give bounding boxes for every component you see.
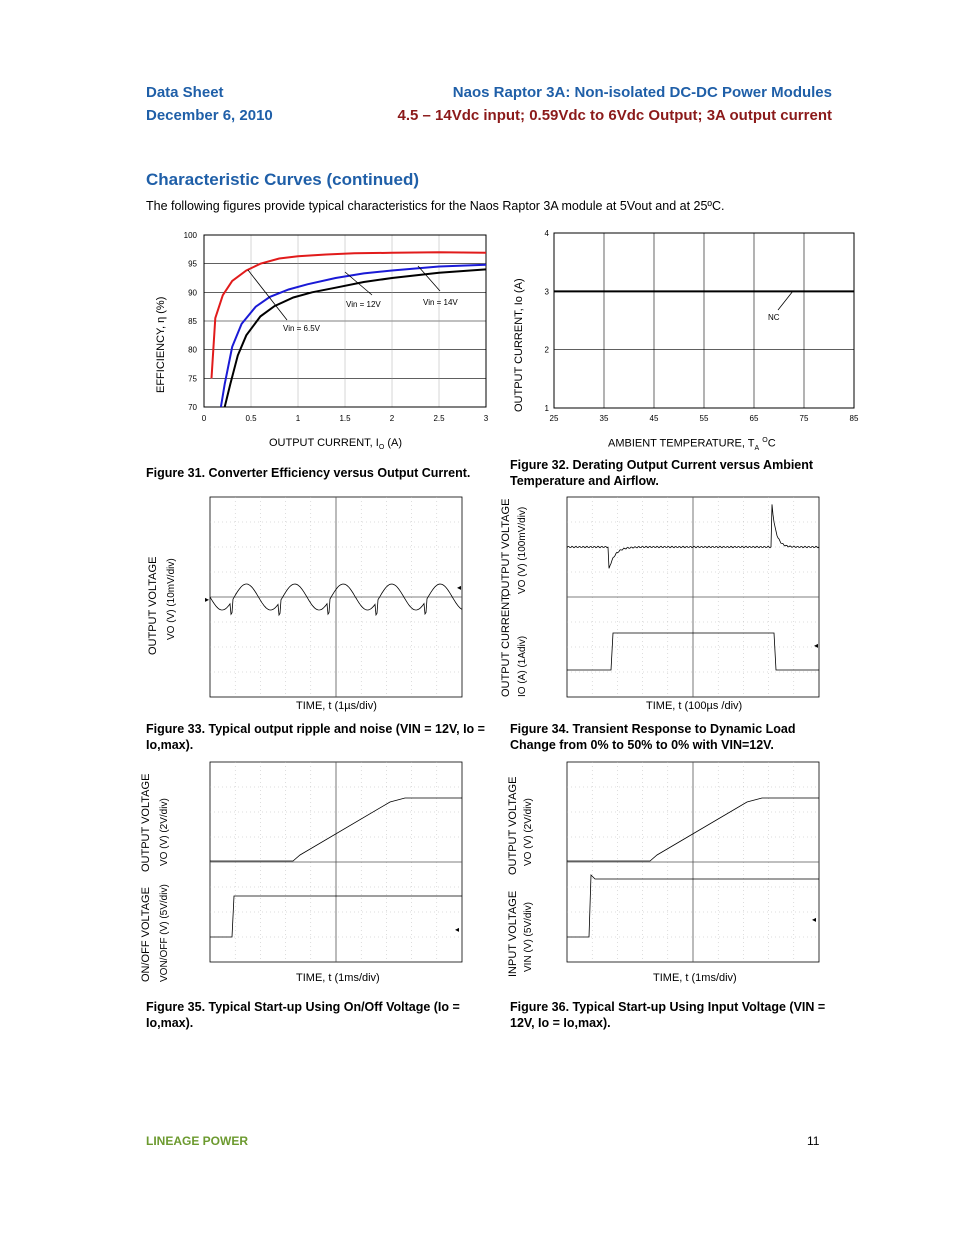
fig31-series-line-0 (212, 252, 487, 378)
fig31-leader-12v (345, 272, 372, 295)
fig31-leader-6v5 (248, 270, 287, 320)
intro-paragraph: The following figures provide typical characteristics for the Naos Raptor 3A module at 5Vout and at 25ºC. (146, 199, 725, 213)
fig33-caption: Figure 33. Typical output ripple and noise (VIN = 12V, Io = Io,max). (146, 722, 485, 752)
fig36-marker-right: ◂ (812, 915, 817, 924)
fig34-y-label-top-1: OUTPUT VOLTAGE (500, 498, 512, 597)
fig34-marker-right: ◂ (814, 641, 819, 650)
fig35-y-label-bottom-2: VON/OFF (V) (5V/div) (159, 884, 170, 982)
fig32-x-tick: 75 (799, 414, 809, 423)
fig31-annotation-12v: Vin = 12V (346, 300, 381, 309)
fig31-leader-14v (418, 266, 440, 291)
fig31-x-tick: 3 (483, 414, 489, 423)
fig36-caption: Figure 36. Typical Start-up Using Input Voltage (VIN = 12V, Io = Io,max). (510, 1000, 826, 1030)
fig35-y-label-top-1: OUTPUT VOLTAGE (140, 773, 152, 872)
fig33-x-label: TIME, t (1µs/div) (296, 700, 377, 712)
fig31-y-label: EFFICIENCY, η (%) (155, 296, 167, 393)
fig32-y-tick: 2 (544, 345, 549, 355)
fig36-y-label-bottom-1: INPUT VOLTAGE (507, 890, 519, 977)
fig31-caption: Figure 31. Converter Efficiency versus Output Current. (146, 466, 471, 480)
fig33-ripple-scope (205, 492, 470, 702)
fig35-marker-right: ◂ (455, 925, 460, 934)
fig31-x-tick: 1.5 (339, 414, 351, 423)
fig32-y-tick: 4 (544, 229, 549, 238)
fig32-leader-nc (778, 291, 793, 310)
fig36-x-label: TIME, t (1ms/div) (653, 972, 737, 984)
fig31-x-tick: 2.5 (433, 414, 445, 423)
fig32-x-tick: 65 (749, 414, 759, 423)
fig35-startup-onoff-scope (205, 757, 470, 967)
header-product-title: Naos Raptor 3A: Non-isolated DC-DC Power Modules (452, 84, 832, 101)
header-product-spec: 4.5 – 14Vdc input; 0.59Vdc to 6Vdc Output; 3A output current (397, 107, 832, 124)
fig32-derating-chart (535, 225, 865, 430)
fig32-annotation-nc: NC (768, 313, 780, 322)
fig32-x-tick: 85 (849, 414, 859, 423)
fig35-x-label: TIME, t (1ms/div) (296, 972, 380, 984)
fig32-x-tick: 45 (649, 414, 659, 423)
fig34-y-label-bottom-1: OUTPUT CURRENT, (500, 593, 512, 697)
fig31-y-tick: 75 (188, 374, 197, 384)
fig32-y-label: OUTPUT CURRENT, Io (A) (513, 278, 525, 412)
fig31-y-tick: 80 (188, 345, 197, 355)
fig34-x-label: TIME, t (100µs /div) (646, 700, 743, 712)
fig36-startup-input-scope (562, 757, 827, 967)
fig31-y-tick: 85 (188, 317, 197, 326)
fig33-y-label-1: OUTPUT VOLTAGE (147, 556, 159, 655)
fig32-x-tick: 25 (549, 414, 559, 423)
fig35-caption: Figure 35. Typical Start-up Using On/Off Voltage (Io = Io,max). (146, 1000, 460, 1030)
fig34-y-label-bottom-2: IO (A) (1Adiv) (517, 635, 528, 697)
fig34-y-label-top-2: VO (V) (100mV/div) (517, 506, 528, 594)
fig35-y-label-top-2: VO (V) (2V/div) (159, 798, 170, 866)
header-doc-type: Data Sheet (146, 84, 224, 101)
fig33-marker-left: ▸ (205, 595, 210, 604)
fig32-x-tick: 35 (599, 414, 609, 423)
fig32-caption: Figure 32. Derating Output Current versus Ambient Temperature and Airflow. (510, 458, 814, 488)
fig31-x-tick: 1 (295, 414, 301, 423)
fig32-x-label: AMBIENT TEMPERATURE, $T_A$ $^O$C (608, 437, 776, 452)
fig31-x-tick: 2 (389, 414, 395, 423)
fig31-y-tick: 100 (183, 231, 197, 240)
fig34-caption: Figure 34. Transient Response to Dynamic Load Change from 0% to 50% to 0% with VIN=12V. (510, 722, 796, 752)
section-title: Characteristic Curves (continued) (146, 170, 420, 189)
fig31-x-tick: 0.5 (245, 414, 257, 423)
fig35-y-label-bottom-1: ON/OFF VOLTAGE (140, 887, 152, 982)
fig31-y-tick: 70 (188, 403, 197, 412)
fig31-efficiency-chart (150, 225, 495, 455)
fig32-y-tick: 3 (544, 287, 549, 297)
fig33-y-label-2: VO (V) (10mV/div) (166, 558, 177, 640)
header-date: December 6, 2010 (146, 107, 273, 124)
fig36-y-label-top-2: VO (V) (2V/div) (523, 798, 534, 866)
fig32-x-tick: 55 (699, 414, 709, 423)
fig36-y-label-bottom-2: VIN (V) (5V/div) (523, 901, 534, 972)
fig33-marker-right: ◂ (457, 583, 462, 592)
fig36-y-label-top-1: OUTPUT VOLTAGE (507, 776, 519, 875)
fig31-y-tick: 90 (188, 288, 197, 298)
fig31-x-tick: 0 (201, 414, 207, 423)
footer-page-number: 11 (807, 1134, 820, 1148)
fig31-x-label: OUTPUT CURRENT, $I_O$ (A) (269, 437, 402, 452)
fig31-y-tick: 95 (188, 259, 197, 269)
fig31-annotation-6v5: Vin = 6.5V (283, 324, 320, 333)
footer-company: LINEAGE POWER (146, 1134, 249, 1148)
fig34-transient-scope (562, 492, 827, 702)
fig32-y-tick: 1 (544, 404, 549, 413)
fig31-annotation-14v: Vin = 14V (423, 298, 458, 307)
